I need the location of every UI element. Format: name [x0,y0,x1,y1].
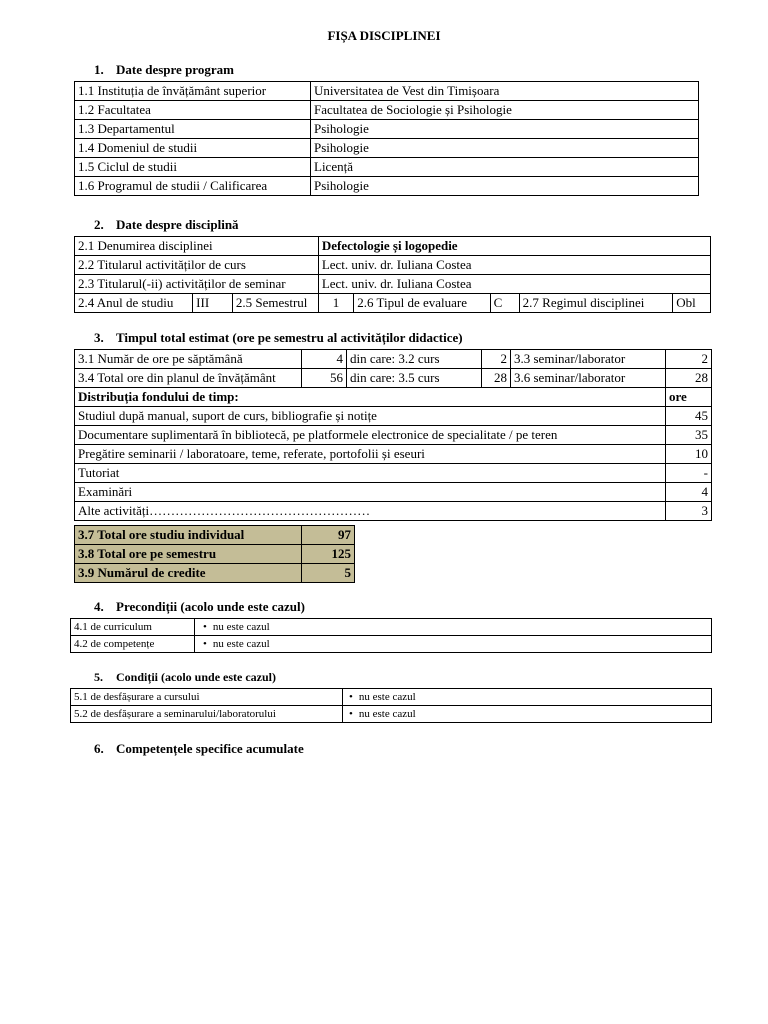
section-number: 6. [94,741,104,756]
section-number: 4. [94,599,104,614]
evaluation-label: 2.6 Tipul de evaluare [354,294,490,313]
hours-value: 56 [302,369,347,388]
activity-hours: 10 [666,445,712,464]
hours-label: 3.1 Număr de ore pe săptămână [75,350,302,369]
table-row [75,483,712,502]
condition-label: 5.2 de desfășurare a seminarului/laboratorului [71,706,343,723]
precondition-label: 4.2 de competențe [71,636,195,653]
program-label: 1.4 Domeniul de studii [75,139,311,158]
course-label: din care: 3.5 curs [347,369,482,388]
table-row [75,82,699,101]
program-value: Psihologie [311,139,699,158]
condition-label: 5.1 de desfășurare a cursului [71,689,343,706]
table-row [75,101,699,120]
evaluation-value: C [490,294,519,313]
discipline-value: Lect. univ. dr. Iuliana Costea [318,256,710,275]
program-value: Psihologie [311,177,699,196]
table-row [75,294,711,313]
table-row [75,464,712,483]
program-table [74,81,699,196]
section-title: Date despre disciplină [116,217,239,232]
table-row [75,237,711,256]
table-row [75,350,712,369]
program-label: 1.6 Programul de studii / Calificarea [75,177,311,196]
year-label: 2.4 Anul de studiu [75,294,193,313]
total-label: 3.8 Total ore pe semestru [75,545,302,564]
table-row [75,407,712,426]
hours-label: 3.4 Total ore din planul de învățământ [75,369,302,388]
distribution-header: Distribuția fondului de timp: [75,388,666,407]
condition-value: • nu este cazul [349,691,416,703]
activity-label: Tutoriat [75,464,666,483]
activity-label: Pregătire seminarii / laboratoare, teme, referate, portofolii și eseuri [75,445,666,464]
discipline-table [74,236,711,313]
program-value: Licență [311,158,699,177]
table-row [71,619,712,636]
discipline-label: 2.1 Denumirea disciplinei [75,237,319,256]
page-title: FIȘA DISCIPLINEI [327,28,441,43]
activity-hours: 3 [666,502,712,521]
conditions-table [70,688,712,723]
activity-label: Examinări [75,483,666,502]
program-value: Universitatea de Vest din Timișoara [311,82,699,101]
section-3-heading [94,330,463,346]
semester-label: 2.5 Semestrul [232,294,318,313]
section-title: Precondiții (acolo unde este cazul) [116,599,305,614]
section-5-heading [94,670,276,685]
hours-header: ore [666,388,712,407]
section-1-heading [94,62,234,78]
program-label: 1.1 Instituția de învățământ superior [75,82,311,101]
seminar-label: 3.6 seminar/laborator [511,369,666,388]
table-row [75,177,699,196]
table-row [71,636,712,653]
precondition-value: • nu este cazul [203,638,270,650]
section-title: Date despre program [116,62,234,77]
discipline-value: Lect. univ. dr. Iuliana Costea [318,275,710,294]
activity-label: Alte activități…………………………………………… [75,502,666,521]
total-label: 3.9 Numărul de credite [75,564,302,583]
section-6-heading [94,741,304,757]
table-row [75,275,711,294]
table-row [71,706,712,723]
activity-label: Studiul după manual, suport de curs, bibliografie și notițe [75,407,666,426]
total-value: 97 [302,526,355,545]
year-value: III [193,294,233,313]
section-number: 1. [94,62,104,77]
table-row [75,502,712,521]
table-row [75,256,711,275]
table-row [75,526,355,545]
section-title: Condiții (acolo unde este cazul) [116,670,276,684]
precondition-label: 4.1 de curriculum [71,619,195,636]
hours-value: 4 [302,350,347,369]
regime-label: 2.7 Regimul disciplinei [519,294,673,313]
table-row [75,139,699,158]
course-label: din care: 3.2 curs [347,350,482,369]
section-number: 5. [94,670,103,684]
section-title: Competențele specifice acumulate [116,741,304,756]
section-number: 3. [94,330,104,345]
total-value: 5 [302,564,355,583]
section-4-heading [94,599,305,615]
discipline-name: Defectologie și logopedie [318,237,710,256]
semester-value: 1 [318,294,353,313]
table-row [75,426,712,445]
table-row [75,545,355,564]
activity-label: Documentare suplimentară în bibliotecă, pe platformele electronice de specialitate / pe teren [75,426,666,445]
program-value: Facultatea de Sociologie și Psihologie [311,101,699,120]
section-title: Timpul total estimat (ore pe semestru al activităților didactice) [116,330,463,345]
program-value: Psihologie [311,120,699,139]
course-value: 28 [482,369,511,388]
activity-hours: 4 [666,483,712,502]
seminar-label: 3.3 seminar/laborator [511,350,666,369]
course-value: 2 [482,350,511,369]
total-label: 3.7 Total ore studiu individual [75,526,302,545]
seminar-value: 2 [666,350,712,369]
discipline-label: 2.3 Titularul(-ii) activităților de seminar [75,275,319,294]
table-row [71,689,712,706]
table-row [75,564,355,583]
preconditions-table [70,618,712,653]
total-value: 125 [302,545,355,564]
time-table [74,349,712,521]
program-label: 1.2 Facultatea [75,101,311,120]
program-label: 1.5 Ciclul de studii [75,158,311,177]
table-row [75,158,699,177]
table-row [75,369,712,388]
section-2-heading [94,217,239,233]
seminar-value: 28 [666,369,712,388]
program-label: 1.3 Departamentul [75,120,311,139]
regime-value: Obl [673,294,711,313]
table-row [75,445,712,464]
section-number: 2. [94,217,104,232]
table-row [75,388,712,407]
table-row [75,120,699,139]
condition-value: • nu este cazul [349,708,416,720]
discipline-label: 2.2 Titularul activităților de curs [75,256,319,275]
precondition-value: • nu este cazul [203,621,270,633]
activity-hours: - [666,464,712,483]
activity-hours: 45 [666,407,712,426]
activity-hours: 35 [666,426,712,445]
totals-table [74,525,355,583]
